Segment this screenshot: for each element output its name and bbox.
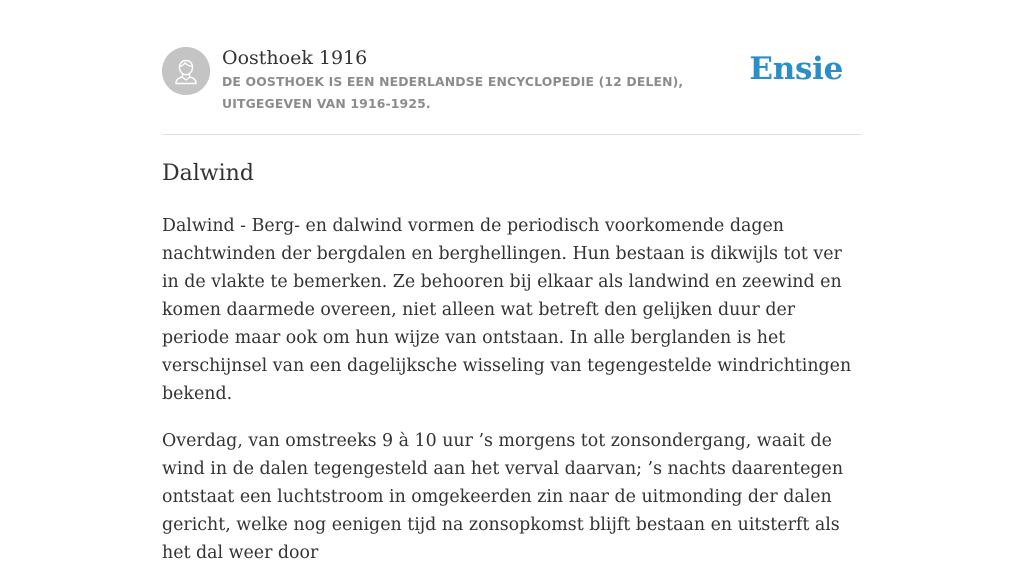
article-paragraph: Dalwind - Berg- en dalwind vormen de periodisch voorkomende dagen nachtwinden der bergdalen en berghellingen. Hun bestaan is dikwijls tot ver in de vlakte te bemerken. Ze behooren bij elkaar als landwind en zeewind en komen daarmede overeen, niet alleen wat betreft den gelijken duur der periode maar ook om hun wijze van ontstaan. In alle berglanden is het verschijnsel van een dagelijksche wisseling van tegengestelde windrichtingen bekend. xyxy=(162,216,852,404)
ensie-logo[interactable]: Ensie xyxy=(749,51,843,87)
article-title: Dalwind xyxy=(162,161,254,186)
user-icon xyxy=(162,47,210,95)
source-description: DE OOSTHOEK IS EEN NEDERLANDSE ENCYCLOPEDIE (12 DELEN), UITGEGEVEN VAN 1916-1925. xyxy=(222,74,684,111)
source-header xyxy=(162,0,862,135)
content-container xyxy=(162,0,862,563)
article-body xyxy=(162,212,864,586)
article-paragraph: Overdag, van omstreeks 9 à 10 uur ’s morgens tot zonsondergang, waait de wind in de dalen tegengesteld aan het verval daarvan; ’s nachts daarentegen ontstaat een luchtstroom in omgekeerden zin naar de uitmonding der dalen gericht, welke nog eenigen tijd na zonsopkomst blijft bestaan en uitsterft als het dal weer door xyxy=(162,431,844,563)
source-avatar[interactable] xyxy=(162,47,210,95)
source-title[interactable]: Oosthoek 1916 xyxy=(222,47,368,69)
